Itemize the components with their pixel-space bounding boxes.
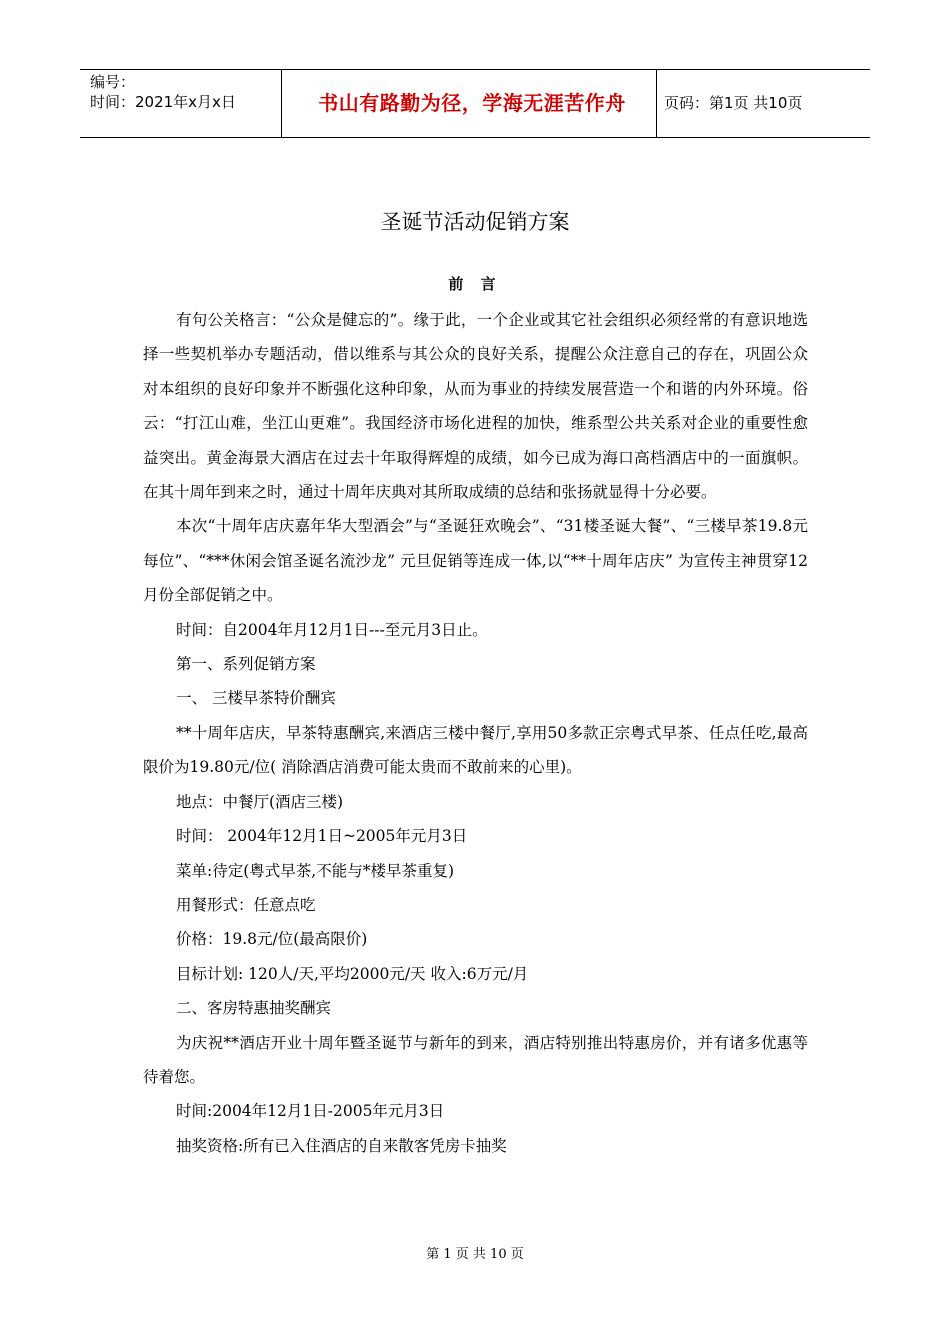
subsection-heading: 一、 三楼早茶特价酬宾 (176, 689, 336, 708)
detail-line: 用餐形式：任意点吃 (176, 895, 316, 914)
header-motto: 书山有路勤为径，学海无涯苦作舟 (318, 91, 626, 115)
document-body (143, 303, 808, 1163)
body-paragraph: **十周年店庆，早茶特惠酬宾,来酒店三楼中餐厅,享用50多款正宗粤式早茶、任点任吃,最高限价为19.80元/位( 消除酒店消费可能太贵而不敢前来的心里)。 (143, 723, 808, 777)
detail-line: 时间： 2004年12月1日~2005年元月3日 (176, 827, 468, 846)
header-meta (90, 72, 280, 112)
detail-line: 菜单:待定(粤式早茶,不能与*楼早茶重复) (176, 861, 454, 880)
body-paragraph: 本次“十周年店庆嘉年华大型酒会”与“圣诞狂欢晚会”、“31楼圣诞大餐”、“三楼早茶19.8元每位”、“***休闲会馆圣诞名流沙龙” 元旦促销等连成一体,以“**十周年店庆” 为宣传主神贯穿12月份全部促销之中。 (143, 517, 808, 605)
header-divider (656, 70, 657, 137)
subsection-heading: 二、客房特惠抽奖酬宾 (176, 999, 332, 1018)
preface-heading: 前 言 (448, 275, 502, 293)
page-footer: 第 1 页 共 10 页 (426, 1247, 524, 1262)
header-number-label: 编号： (90, 73, 136, 91)
section-heading: 第一、系列促销方案 (176, 655, 316, 674)
document-title: 圣诞节活动促销方案 (380, 210, 570, 234)
detail-line: 地点：中餐厅(酒店三楼) (176, 792, 344, 811)
document-header (80, 69, 870, 138)
detail-line: 时间:2004年12月1日-2005年元月3日 (176, 1102, 445, 1121)
detail-line: 目标计划: 120人/天,平均2000元/天 收入:6万元/月 (176, 964, 529, 983)
detail-line: 抽奖资格:所有已入住酒店的自来散客凭房卡抽奖 (176, 1136, 507, 1155)
header-page-info: 页码：第1页 共10页 (664, 94, 803, 112)
body-paragraph: 有句公关格言：“公众是健忘的”。缘于此，一个企业或其它社会组织必须经常的有意识地选择一些契机举办专题活动，借以维系与其公众的良好关系，提醒公众注意自己的存在，巩固公众对本组织的良好印象并不断强化这种印象，从而为事业的持续发展营造一个和谐的内外环境。俗云：“打江山难，坐江山更难”。我国经济市场化进程的加快，维系型公共关系对企业的重要性愈益突出。黄金海景大酒店在过去十年取得辉煌的成绩，如今已成为海口高档酒店中的一面旗帜。在其十周年到来之时，通过十周年庆典对其所取成绩的总结和张扬就显得十分必要。 (143, 311, 808, 502)
detail-line: 价格：19.8元/位(最高限价) (176, 930, 368, 949)
body-paragraph: 时间：自2004年月12月1日---至元月3日止。 (176, 620, 488, 639)
body-paragraph: 为庆祝**酒店开业十周年暨圣诞节与新年的到来，酒店特别推出特惠房价，并有诸多优惠等待着您。 (143, 1033, 808, 1086)
header-time-label: 时间：2021年x月x日 (90, 93, 236, 111)
